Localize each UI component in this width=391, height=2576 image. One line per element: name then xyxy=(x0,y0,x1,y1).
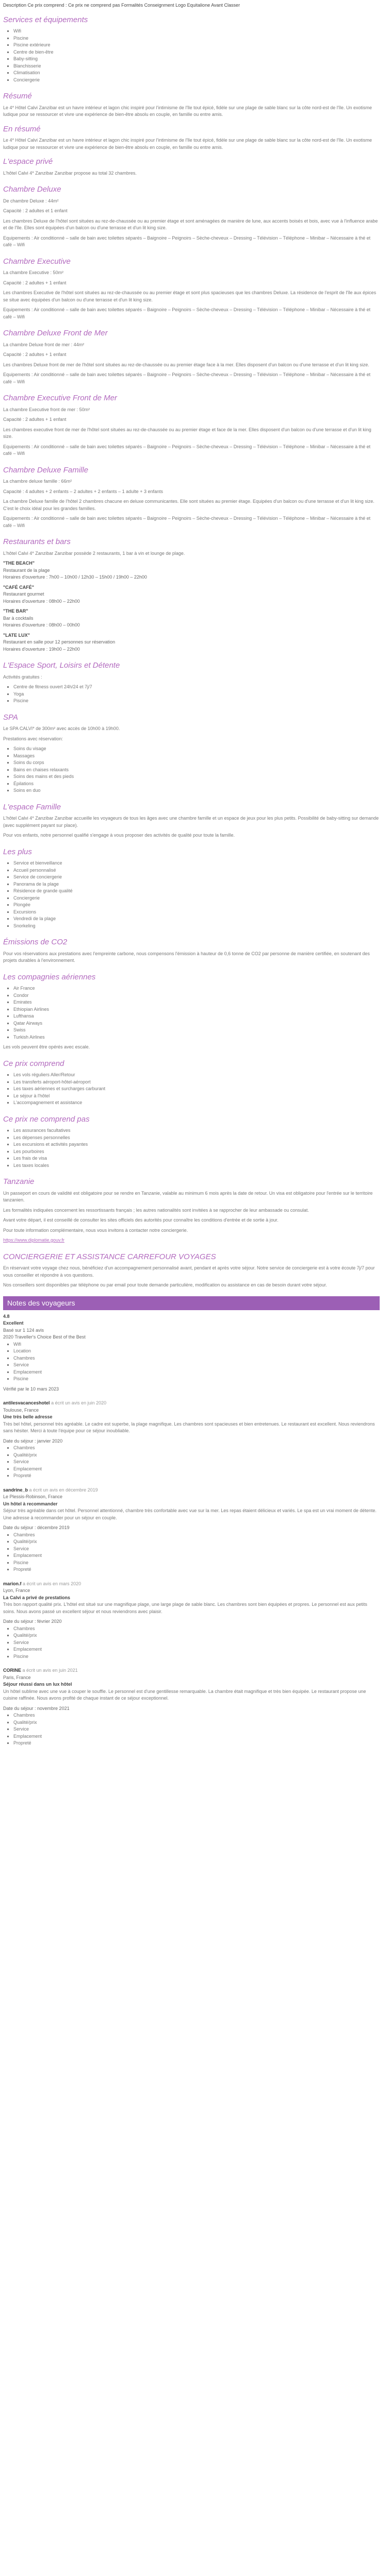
list-item: ▪ Ethiopian Airlines xyxy=(13,1006,380,1013)
resume-text: Le 4* Hôtel Calvi Zanzibar est un havre intérieur et lagon chic inspiré pour l'intimisme de l'île tout épicé, fidèle sur une plage de sable blanc sur la côte nord-est de l'île. Un exotisme ludique pour se ressourcer et vivre une expérience de bien-être absolu en couple, en famille ou entre amis. xyxy=(3,105,372,117)
room-size: La chambre Deluxe front de mer : 44m² xyxy=(3,342,85,347)
restaurant-line: Restaurant de la plage xyxy=(3,567,50,573)
plus-section xyxy=(3,846,380,930)
room-desc: Les chambres Executive de l'hôtel sont situées au rez-de-chaussée ou au premier étage et sont plus spacieuses que les chambres Deluxe. La résidence de l'esprit de l'île aux épices se situe avec équipées d'un balcon ou d'une terrasse et d'un lit king size. xyxy=(3,290,377,302)
rating-summary xyxy=(3,1313,380,1393)
tanzanie-text-2: Les formalités indiquées concernent les ressortissants français ; les autres nationalités sont invitées à se rapprocher de leur ambassade ou consulat. xyxy=(3,1207,309,1213)
list-item: ▪ Lufthansa xyxy=(13,1013,380,1020)
restaurant-line: Restaurant en salle pour 12 personnes sur réservation xyxy=(3,639,116,645)
list-item: ▪ Centre de bien-être xyxy=(13,49,380,56)
plus-list xyxy=(3,860,380,929)
list-item: ▪ Les vols réguliers Aller/Retour xyxy=(13,1072,380,1079)
review-author-line xyxy=(3,1581,380,1588)
restaurant-line: Horaires d'ouverture : 08h00 – 00h00 xyxy=(3,622,80,628)
list-item: ▪ Conciergerie xyxy=(13,77,380,84)
rating-criteria xyxy=(3,1341,380,1383)
list-item: ▪ Emplacement xyxy=(13,1646,380,1653)
review-location: Lyon, France xyxy=(3,1588,30,1593)
review-author[interactable]: sandrine_b xyxy=(3,1487,28,1493)
room-desc: Les chambres executive front de mer de l'hôtel sont situées au rez-de-chaussée ou au premier étage et face de la mer. Elles disposent d'un balcon ou d'une terrasse et d'un lit king size. xyxy=(3,427,371,439)
review-meta: a écrit un avis en juin 2021 xyxy=(22,1668,78,1673)
conciergerie-title: CONCIERGERIE ET ASSISTANCE CARREFOUR VOYAGES xyxy=(3,1252,216,1261)
reviews-header: Notes des voyageurs xyxy=(3,1296,380,1310)
top-line: Description Ce prix comprend : Ce prix ne comprend pas Formalités Conseignment Logo Equitalione Avant Classer xyxy=(3,3,240,8)
list-item: ▪ Chambres xyxy=(13,1355,380,1362)
sport-intro: Activités gratuites : xyxy=(3,674,42,680)
list-item: ▪ Piscine extérieure xyxy=(13,42,380,49)
list-item: ▪ Soins des mains et des pieds xyxy=(13,773,380,781)
list-item: ▪ Service de conciergerie xyxy=(13,874,380,881)
restaurant-block xyxy=(3,584,380,605)
review-meta: a écrit un avis en décembre 2019 xyxy=(29,1487,98,1493)
room-equipment: Equipements : Air conditionné – salle de bain avec toilettes séparés – Baignoire – Peignoirs – Sèche-cheveux – Dressing – Télévision – Téléphone – Minibar – Nécessaire à thé et café – Wifi xyxy=(3,444,371,456)
list-item: ▪ Wifi xyxy=(13,28,380,35)
restaurants-section xyxy=(3,536,380,653)
room-desc: Les chambres Deluxe front de mer de l'hôtel sont situées au rez-de-chaussée ou au premier étage face à la mer. Elles disposent d'un balcon ou d'une terrasse et d'un lit king size. xyxy=(3,362,369,367)
restaurant-block xyxy=(3,632,380,653)
list-item: ▪ Emplacement xyxy=(13,1369,380,1376)
room-title: Chambre Deluxe xyxy=(3,185,61,194)
review-author[interactable]: antilesvacanceshotel xyxy=(3,1400,50,1405)
room-block xyxy=(3,184,380,249)
review-author-line xyxy=(3,1400,380,1407)
list-item: ▪ Turkish Airlines xyxy=(13,1034,380,1041)
emissions-title: Émissions de CO2 xyxy=(3,938,68,946)
list-item: ▪ Soins du corps xyxy=(13,759,380,767)
includes-section xyxy=(3,1058,380,1107)
review-criteria xyxy=(3,1712,380,1747)
list-item: ▪ Bains en chaises relaxants xyxy=(13,767,380,774)
list-item: ▪ Propreté xyxy=(13,1472,380,1480)
sport-list xyxy=(3,684,380,705)
restaurant-line: Bar à cocktails xyxy=(3,615,34,621)
room-equipment: Equipements : Air conditionné – salle de bain avec toilettes séparés – Baignoire – Peignoirs – Sèche-cheveux – Dressing – Télévision – Téléphone – Minibar – Nécessaire à thé et café – Wifi xyxy=(3,235,371,247)
list-item: ▪ Emirates xyxy=(13,999,380,1006)
list-item: ▪ Emplacement xyxy=(13,1552,380,1560)
list-item: ▪ Les excursions et activités payantes xyxy=(13,1141,380,1148)
restaurant-block xyxy=(3,608,380,629)
list-item: ▪ Snorkeling xyxy=(13,923,380,930)
conciergerie-section xyxy=(3,1251,380,1289)
services-title: Services et équipements xyxy=(3,15,88,24)
list-item: ▪ Les dépenses personnelles xyxy=(13,1134,380,1142)
room-title: Chambre Executive xyxy=(3,257,71,266)
resume-section xyxy=(3,91,380,177)
review xyxy=(3,1667,380,1747)
emissions-section xyxy=(3,937,380,964)
restaurants-list xyxy=(3,560,380,653)
list-item: ▪ Chambres xyxy=(13,1532,380,1539)
restaurants-title: Restaurants et bars xyxy=(3,537,71,546)
rooms-section xyxy=(3,184,380,529)
review-criteria xyxy=(3,1625,380,1660)
room-size: La chambre deluxe famille : 66m² xyxy=(3,479,72,484)
list-item: ▪ Qualité/prix xyxy=(13,1632,380,1639)
excludes-list xyxy=(3,1127,380,1169)
restaurant-name: "LATE LUX" xyxy=(3,632,30,638)
list-item: ▪ Centre de fitness ouvert 24h/24 et 7j/7 xyxy=(13,684,380,691)
sport-title: L'Espace Sport, Loisirs et Détente xyxy=(3,661,120,670)
spa-text-2: Prestations avec réservation: xyxy=(3,736,63,741)
room-title: Chambre Executive Front de Mer xyxy=(3,394,117,402)
list-item: ▪ Service xyxy=(13,1639,380,1647)
review-author[interactable]: marion.f xyxy=(3,1581,22,1586)
room-equipment: Equipements : Air conditionné – salle de bain avec toilettes séparés – Baignoire – Peignoirs – Sèche-cheveux – Dressing – Télévision – Téléphone – Minibar – Nécessaire à thé et café – Wifi xyxy=(3,516,371,528)
room-block xyxy=(3,393,380,457)
review xyxy=(3,1487,380,1573)
rating-source: 2020 Traveller's Choice Best of the Best xyxy=(3,1334,86,1340)
restaurants-intro: L'hôtel Calvi 4* Zanzibar Zanzibar possède 2 restaurants, 1 bar à vin et lounge de plage. xyxy=(3,550,185,556)
room-equipment: Equipements : Air conditionné – salle de bain avec toilettes séparés – Baignoire – Peignoirs – Sèche-cheveux – Dressing – Télévision – Téléphone – Minibar – Nécessaire à thé et café – Wifi xyxy=(3,372,371,384)
list-item: ▪ Piscine xyxy=(13,1653,380,1660)
list-item: ▪ Les frais de visa xyxy=(13,1155,380,1162)
excludes-section xyxy=(3,1114,380,1170)
review-location: Toulouse, France xyxy=(3,1407,39,1413)
list-item: ▪ Air France xyxy=(13,985,380,992)
review-author-line xyxy=(3,1487,380,1494)
list-item: ▪ Les transferts aéroport-hôtel-aéroport xyxy=(13,1079,380,1086)
spa-text: Le SPA CALVI* de 300m² avec accès de 10h00 à 19h00. xyxy=(3,726,120,731)
resume-title: Résumé xyxy=(3,92,32,100)
services-section xyxy=(3,14,380,84)
espace-prive-title: L'espace privé xyxy=(3,157,53,166)
list-item: ▪ Qualité/prix xyxy=(13,1719,380,1726)
review-title: La Calvi a privé de prestations xyxy=(3,1595,71,1600)
list-item: ▪ Soins du visage xyxy=(13,745,380,753)
tanzanie-text-4: Pour toute information complémentaire, nous vous invitons à contacter notre conciergerie. xyxy=(3,1227,188,1233)
airlines-section xyxy=(3,972,380,1051)
rating-count: Basé sur 1 124 avis xyxy=(3,1327,44,1333)
list-item: ▪ Les taxes locales xyxy=(13,1162,380,1170)
list-item: ▪ Chambres xyxy=(13,1445,380,1452)
review-text: Séjour très agréable dans cet hôtel. Personnel attentionné, chambre très confortable avec vue sur la mer. Les repas étaient délicieux et variés. Le spa est un vrai moment de détente. Une adresse à recommander pour un séjour en couple. xyxy=(3,1508,377,1520)
conciergerie-text-2: Nos conseillers sont disponibles par téléphone ou par email pour toute demande particulière, modification ou assistance en cas de besoin durant votre séjour. xyxy=(3,1282,327,1287)
plus-title: Les plus xyxy=(3,847,32,856)
room-size: De chambre Deluxe : 44m² xyxy=(3,198,59,204)
list-item: ▪ Chambres xyxy=(13,1712,380,1719)
room-desc: La chambre Deluxe famille de l'hôtel 2 chambres chacune en deluxe communicantes. Elle sont situées au premier étage. Equipées d'un balcon ou d'une terrasse et d'un lit king size. C'est le choix idéal pour les grandes familles. xyxy=(3,499,374,511)
review-date: Date du séjour : février 2020 xyxy=(3,1619,62,1624)
reviews-list xyxy=(3,1400,380,1747)
restaurant-name: "THE BAR" xyxy=(3,608,28,614)
room-block xyxy=(3,256,380,321)
rating-note: Vérifié par le 10 mars 2023 xyxy=(3,1386,59,1392)
includes-title: Ce prix comprend xyxy=(3,1059,64,1068)
review-date: Date du séjour : décembre 2019 xyxy=(3,1525,70,1530)
family-title: L'espace Famille xyxy=(3,802,61,811)
list-item: ▪ Accueil personnalisé xyxy=(13,867,380,874)
room-capacity: Capacité : 2 adultes + 1 enfant xyxy=(3,280,67,285)
tanzanie-section xyxy=(3,1176,380,1244)
review-criteria xyxy=(3,1532,380,1573)
room-capacity: Capacité : 2 adultes + 1 enfant xyxy=(3,417,67,422)
list-item: ▪ Swiss xyxy=(13,1027,380,1034)
review xyxy=(3,1400,380,1480)
conciergerie-text-1: En réservant votre voyage chez nous, bénéficiez d'un accompagnement personnalisé avant, pendant et après votre séjour. Notre service de conciergerie est à votre écoute 7j/7 pour vous conseiller et répondre à vos questions. xyxy=(3,1265,375,1278)
family-text: L'hôtel Calvi 4* Zanzibar Zanzibar accueille les voyageurs de tous les âges avec une chambre famille et un espace de jeux pour les plus petits. Possibilité de baby-sitting sur demande (avec supplément payant sur place). xyxy=(3,816,379,828)
room-capacity: Capacité : 2 adultes et 1 enfant xyxy=(3,208,68,213)
list-item: ▪ Service xyxy=(13,1362,380,1369)
restaurant-name: "THE BEACH" xyxy=(3,561,35,566)
review-author[interactable]: CORINE xyxy=(3,1668,22,1673)
review-criteria xyxy=(3,1445,380,1480)
family-section xyxy=(3,802,380,839)
rating-score: 4.8 xyxy=(3,1313,10,1319)
room-desc: Les chambres Deluxe de l'hôtel sont situées au rez-de-chaussée ou au premier étage et sont aménagées de manière de lune, aux accents boisés et bois, avec vue à l'influence arabe et de l'île. Elles sont équipées d'un balcon ou d'une terrasse et d'un lit king size. xyxy=(3,218,378,230)
list-item: ▪ Service xyxy=(13,1726,380,1733)
room-title: Chambre Deluxe Famille xyxy=(3,465,89,474)
review-title: Une très belle adresse xyxy=(3,1414,53,1419)
list-item: ▪ Piscine xyxy=(13,1560,380,1567)
list-item: ▪ Le séjour à l'hôtel xyxy=(13,1093,380,1100)
list-item: ▪ Résidence de grande qualité xyxy=(13,888,380,895)
list-item: ▪ Les pourboires xyxy=(13,1148,380,1156)
list-item: ▪ Baby-sitting xyxy=(13,56,380,63)
spa-section xyxy=(3,712,380,794)
airlines-title: Les compagnies aériennes xyxy=(3,972,96,981)
list-item: ▪ Piscine xyxy=(13,698,380,705)
list-item: ▪ Plongée xyxy=(13,902,380,909)
list-item: ▪ Soins en duo xyxy=(13,787,380,794)
list-item: ▪ Vendredi de la plage xyxy=(13,916,380,923)
restaurant-line: Horaires d'ouverture : 08h00 – 22h00 xyxy=(3,598,80,604)
includes-list xyxy=(3,1072,380,1107)
review xyxy=(3,1581,380,1660)
review-meta: a écrit un avis en mars 2020 xyxy=(23,1581,82,1586)
en-resume-text: Le 4* Hôtel Calvi Zanzibar est un havre intérieur et lagon chic inspiré pour l'intimisme de l'île tout épicé, fidèle sur une plage de sable blanc sur la côte nord-est de l'île. Un exotisme ludique pour se ressourcer et vivre une expérience de bien-être absolu en couple, en famille ou entre amis. xyxy=(3,138,372,150)
restaurant-line: Horaires d'ouverture : 7h00 – 10h00 / 12h30 – 15h00 / 19h00 – 22h00 xyxy=(3,574,147,580)
airlines-note: Les vols peuvent être opérés avec escale. xyxy=(3,1044,90,1049)
list-item: ▪ Qualité/prix xyxy=(13,1452,380,1459)
room-block xyxy=(3,465,380,530)
review-text: Très bel hôtel, personnel très agréable. Le cadre est superbe, la plage magnifique. Les chambres sont spacieuses et bien entretenues. Le restaurant est excellent. Nous reviendrons sans hésiter. Merci à toute l'équipe pour ce séjour inoubliable. xyxy=(3,1421,375,1433)
list-item: ▪ Piscine xyxy=(13,1376,380,1383)
tanzanie-title: Tanzanie xyxy=(3,1177,35,1186)
restaurant-line: Restaurant gourmet xyxy=(3,591,44,597)
list-item: ▪ Blanchisserie xyxy=(13,63,380,70)
list-item: ▪ Service et bienveillance xyxy=(13,860,380,867)
list-item: ▪ Climatisation xyxy=(13,70,380,77)
family-text-2: Pour vos enfants, notre personnel qualifié s'engage à vous proposer des activités de qualité pour toute la famille. xyxy=(3,833,235,838)
list-item: ▪ Service xyxy=(13,1546,380,1553)
review-title: Un hôtel à recommander xyxy=(3,1501,58,1506)
list-item: ▪ Panorama de la plage xyxy=(13,881,380,888)
room-capacity: Capacité : 2 adultes + 1 enfant xyxy=(3,352,67,357)
services-list xyxy=(3,28,380,83)
list-item: ▪ Les assurances facultatives xyxy=(13,1127,380,1134)
review-meta: a écrit un avis en juin 2020 xyxy=(51,1400,107,1405)
restaurant-line: Horaires d'ouverture : 19h00 – 22h00 xyxy=(3,646,80,652)
excludes-title: Ce prix ne comprend pas xyxy=(3,1114,90,1124)
list-item: ▪ Conciergerie xyxy=(13,895,380,902)
list-item: ▪ Qualité/prix xyxy=(13,1538,380,1546)
review-author-line xyxy=(3,1667,380,1674)
sport-section xyxy=(3,660,380,705)
spa-list xyxy=(3,745,380,794)
restaurant-name: "CAFÉ CAFÉ" xyxy=(3,584,35,590)
room-title: Chambre Deluxe Front de Mer xyxy=(3,329,108,337)
list-item: ▪ Yoga xyxy=(13,691,380,698)
room-equipment: Equipements : Air conditionné – salle de bain avec toilettes séparés – Baignoire – Peignoirs – Sèche-cheveux – Dressing – Télévision – Téléphone – Minibar – Nécessaire à thé et café – Wifi xyxy=(3,307,371,319)
review-location: Le Plessis-Robinson, France xyxy=(3,1494,63,1499)
tanzanie-link[interactable]: https://www.diplomatie.gouv.fr xyxy=(3,1238,64,1243)
list-item: ▪ L'accompagnement et assistance xyxy=(13,1099,380,1107)
review-text: Un hôtel sublime avec une vue à couper le souffle. Le personnel est d'une gentillesse remarquable. La chambre était magnifique et très bien équipée. Le restaurant propose une cuisine raffinée. Nous avons profité de chaque instant de ce séjour exceptionnel. xyxy=(3,1688,366,1701)
review-title: Séjour réussi dans un lux hôtel xyxy=(3,1682,72,1687)
emissions-text: Pour vos réservations aux prestations avec l'empreinte carbone, nous compensons l'émission à hauteur de 0,6 tonne de CO2 par personne de manière certifiée, en soutenant des projets durables à l'environnement. xyxy=(3,951,370,963)
rating-label: Excellent xyxy=(3,1320,24,1326)
list-item: ▪ Condor xyxy=(13,992,380,999)
spa-title: SPA xyxy=(3,713,18,722)
list-item: ▪ Propreté xyxy=(13,1740,380,1747)
list-item: ▪ Emplacement xyxy=(13,1466,380,1473)
room-size: La chambre Executive front de mer : 50m² xyxy=(3,406,90,412)
list-item: ▪ Propreté xyxy=(13,1566,380,1573)
list-item: ▪ Chambres xyxy=(13,1625,380,1633)
tanzanie-text-1: Un passeport en cours de validité est obligatoire pour se rendre en Tanzanie, valable au minimum 6 mois après la date de retour. Un visa est obligatoire pour l'entrée sur le territoire tanzanien. xyxy=(3,1190,373,1202)
list-item: ▪ Massages xyxy=(13,753,380,760)
room-size: La chambre Executive : 50m² xyxy=(3,270,64,275)
en-resume-title: En résumé xyxy=(3,124,41,133)
review-location: Paris, France xyxy=(3,1674,31,1680)
list-item: ▪ Épilations xyxy=(13,781,380,788)
review-text: Très bon rapport qualité prix. L'hôtel est situé sur une magnifique plage, une large plage de sable blanc. Les chambres sont bien équipées et propres. Le personnel est aux petits soins. Nous avons passé un excellent séjour et nous reviendrons avec plaisir. xyxy=(3,1602,367,1614)
airlines-list xyxy=(3,985,380,1041)
list-item: ▪ Wifi xyxy=(13,1341,380,1348)
list-item: ▪ Qatar Airways xyxy=(13,1020,380,1027)
review-date: Date du séjour : novembre 2021 xyxy=(3,1705,70,1711)
espace-prive-text: L'hôtel Calvi 4* Zanzibar Zanzibar propose au total 32 chambres. xyxy=(3,170,137,176)
list-item: ▪ Excursions xyxy=(13,909,380,916)
room-capacity: Capacité : 4 adultes + 2 enfants – 2 adultes + 2 enfants – 1 adulte + 3 enfants xyxy=(3,488,163,494)
list-item: ▪ Les taxes aériennes et surcharges carburant xyxy=(13,1086,380,1093)
room-block xyxy=(3,328,380,385)
tanzanie-text-3: Avant votre départ, il est conseillé de consulter les sites officiels des autorités pour connaître les conditions d'entrée et de sortie à jour. xyxy=(3,1217,279,1223)
list-item: ▪ Piscine xyxy=(13,35,380,42)
list-item: ▪ Service xyxy=(13,1459,380,1466)
list-item: ▪ Location xyxy=(13,1348,380,1355)
list-item: ▪ Emplacement xyxy=(13,1733,380,1740)
review-date: Date du séjour : janvier 2020 xyxy=(3,1438,63,1444)
restaurant-block xyxy=(3,560,380,581)
